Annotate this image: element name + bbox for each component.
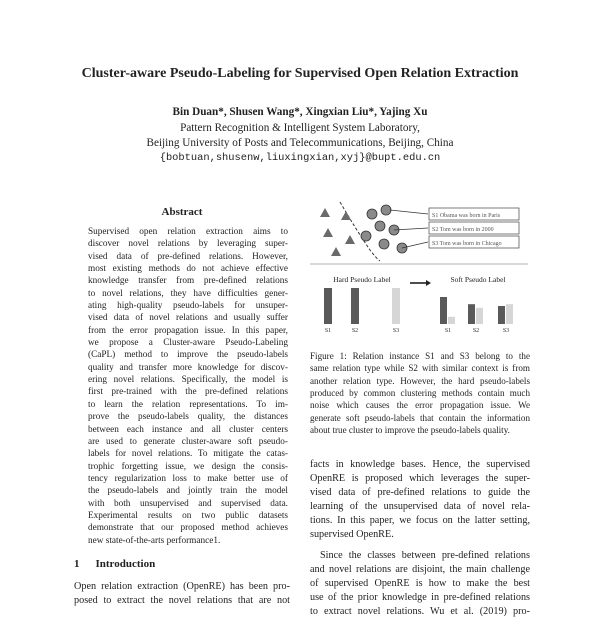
intro-line: Open relation extraction (OpenRE) has been pro- [74, 581, 290, 592]
caption-line: about true cluster to improve the pseudo-labels quality. [310, 425, 510, 436]
abstract-line: the pseudo-labels and jointly train the model [88, 486, 288, 497]
caption-line: same relation type while S2 with similar context is from [310, 363, 530, 374]
body-line: facts in knowledge bases. Hence, the supervised [310, 459, 530, 470]
body-line: OpenRE is proposed which leverages the super- [310, 473, 530, 485]
body-line: tions. In this paper, we focus on the latter setting, [310, 515, 530, 527]
circle-marker [367, 209, 377, 219]
abstract-line: most existing methods do not achieve effective [88, 264, 288, 275]
soft-label-title: Soft Pseudo Label [450, 275, 506, 284]
section-number: 1 [74, 558, 80, 570]
intro-body [74, 580, 290, 608]
abstract-line: quality and transfer more knowledge for discov- [88, 362, 288, 373]
abstract-heading: Abstract [161, 206, 203, 218]
abstract-line: ating high-quality pseudo-labels for unsuper- [88, 301, 288, 312]
abstract-line: trophic forgetting issue, we design the consis- [88, 461, 288, 472]
author-list: Bin Duan*, Shusen Wang*, Xingxian Liu*, Yajing Xu [172, 106, 428, 118]
caption-line: noise which causes the error propagation issue. We [310, 400, 530, 411]
abstract-line: to novel relations, they have difficulties gener- [88, 288, 288, 299]
soft-bar-label: S3 [502, 328, 510, 334]
hard-bar-label: S3 [392, 328, 400, 334]
abstract-line: knowledge transfer from pre-defined relations [88, 276, 288, 287]
abstract-line: prove the pseudo-labels quality, the distances [88, 412, 288, 423]
sentence-s1: S1 Obama was born in Paris [432, 213, 501, 219]
abstract-line: discover novel relations by leveraging super- [88, 239, 288, 250]
soft-bar-label: S2 [472, 328, 480, 334]
hard-bar-s1 [324, 288, 332, 324]
abstract-line: labels for novel relations. To mitigate the catas- [88, 449, 288, 460]
circle-marker [379, 239, 389, 249]
sentence-s3: S3 Tom was born in Chicago [432, 241, 502, 247]
soft-bar-a-s2 [468, 304, 475, 324]
hard-label-title: Hard Pseudo Label [333, 275, 391, 284]
body-line: learning of the unsupervised data of novel rela- [310, 501, 530, 513]
circle-marker [361, 231, 371, 241]
body-line: and novel relations are disjoint, the main challenge [310, 563, 530, 575]
abstract-line: vised data of novel relations and usually suffer [88, 313, 288, 324]
body-line: of supervised OpenRE is how to make the best [310, 577, 530, 589]
circle-marker [375, 221, 385, 231]
caption-line: Figure 1: Relation instance S1 and S3 belong to the [310, 351, 530, 361]
soft-bar-label: S1 [444, 328, 452, 334]
abstract-line: first pre-trained with the pre-defined relations [88, 387, 288, 398]
paper-title: Cluster-aware Pseudo-Labeling for Supervised Open Relation Extraction [81, 66, 519, 81]
abstract-line: to learn the relation representations. To im- [88, 399, 288, 410]
abstract-line: vised data of pre-defined relations. However, [88, 251, 288, 262]
figure-caption [310, 350, 530, 436]
abstract-line: with both unsupervised and supervised data. [88, 498, 288, 509]
author-emails: {bobtuan,shusenw,liuxingxian,xyj}@bupt.edu.cn [159, 152, 441, 164]
hard-bar-group [324, 288, 400, 324]
body-line: to extract novel relations. Wu et al. (2019) pro- [310, 605, 530, 617]
intro-line: posed to extract the novel relations that are not [74, 595, 290, 606]
soft-bar-a-s3 [498, 306, 505, 324]
soft-bar-group [440, 297, 513, 324]
abstract-line: Supervised open relation extraction aims to [88, 227, 288, 237]
abstract-line: between each instance and all cluster centers [88, 424, 288, 435]
caption-line: produced by common clustering methods contain much [310, 388, 530, 399]
abstract-line: Experimental results on two public datasets [88, 510, 288, 521]
body-line: use of the prior knowledge in pre-defined relations [310, 591, 530, 603]
circle-marker [381, 205, 391, 215]
body-line: supervised OpenRE. [310, 529, 394, 541]
figure-1 [310, 198, 532, 340]
abstract-line: new state-of-the-arts performance1. [88, 535, 221, 546]
intro-heading [74, 558, 155, 570]
caption-line: another relation type. However, the hard pseudo-labels [310, 375, 530, 386]
soft-bar-b-s2 [476, 308, 483, 324]
abstract-line: are used to generate cluster-aware soft pseudo- [88, 436, 288, 447]
hard-bar-s2 [351, 288, 359, 324]
abstract-body [88, 226, 288, 547]
abstract-line: (CaPL) method to improve the pseudo-labels [88, 350, 288, 361]
affiliation-university: Beijing University of Posts and Telecommunications, Beijing, China [146, 137, 454, 149]
hard-bar-s3 [392, 288, 400, 324]
abstract-line: we propose a Cluster-aware Pseudo-Labeling [88, 338, 288, 349]
hard-bar-label: S2 [351, 328, 359, 334]
abstract-line: tency regularization loss to make better use of [88, 473, 288, 484]
body-line: Since the classes between pre-defined relations [320, 549, 530, 561]
section-title: Introduction [95, 558, 156, 570]
abstract-line: demonstrate that our proposed method achieves [88, 523, 288, 534]
abstract-line: from the error propagation issue. In this paper, [88, 325, 288, 336]
caption-line: generate soft pseudo-labels that contain the information [310, 412, 530, 423]
hard-bar-label: S1 [324, 328, 332, 334]
soft-bar-b-s1 [448, 317, 455, 324]
soft-bar-a-s1 [440, 297, 447, 324]
sentence-s2: S2 Tom was born in 2000 [432, 227, 494, 233]
soft-bar-b-s3 [506, 304, 513, 324]
right-column-body [310, 458, 530, 619]
arrow-right-icon [426, 280, 431, 286]
abstract-line: ering novel relations. Specifically, the model is [88, 375, 288, 386]
body-line: vised data of pre-defined relations to guide the [310, 487, 530, 499]
affiliation-lab: Pattern Recognition & Intelligent System Laboratory, [180, 122, 420, 134]
